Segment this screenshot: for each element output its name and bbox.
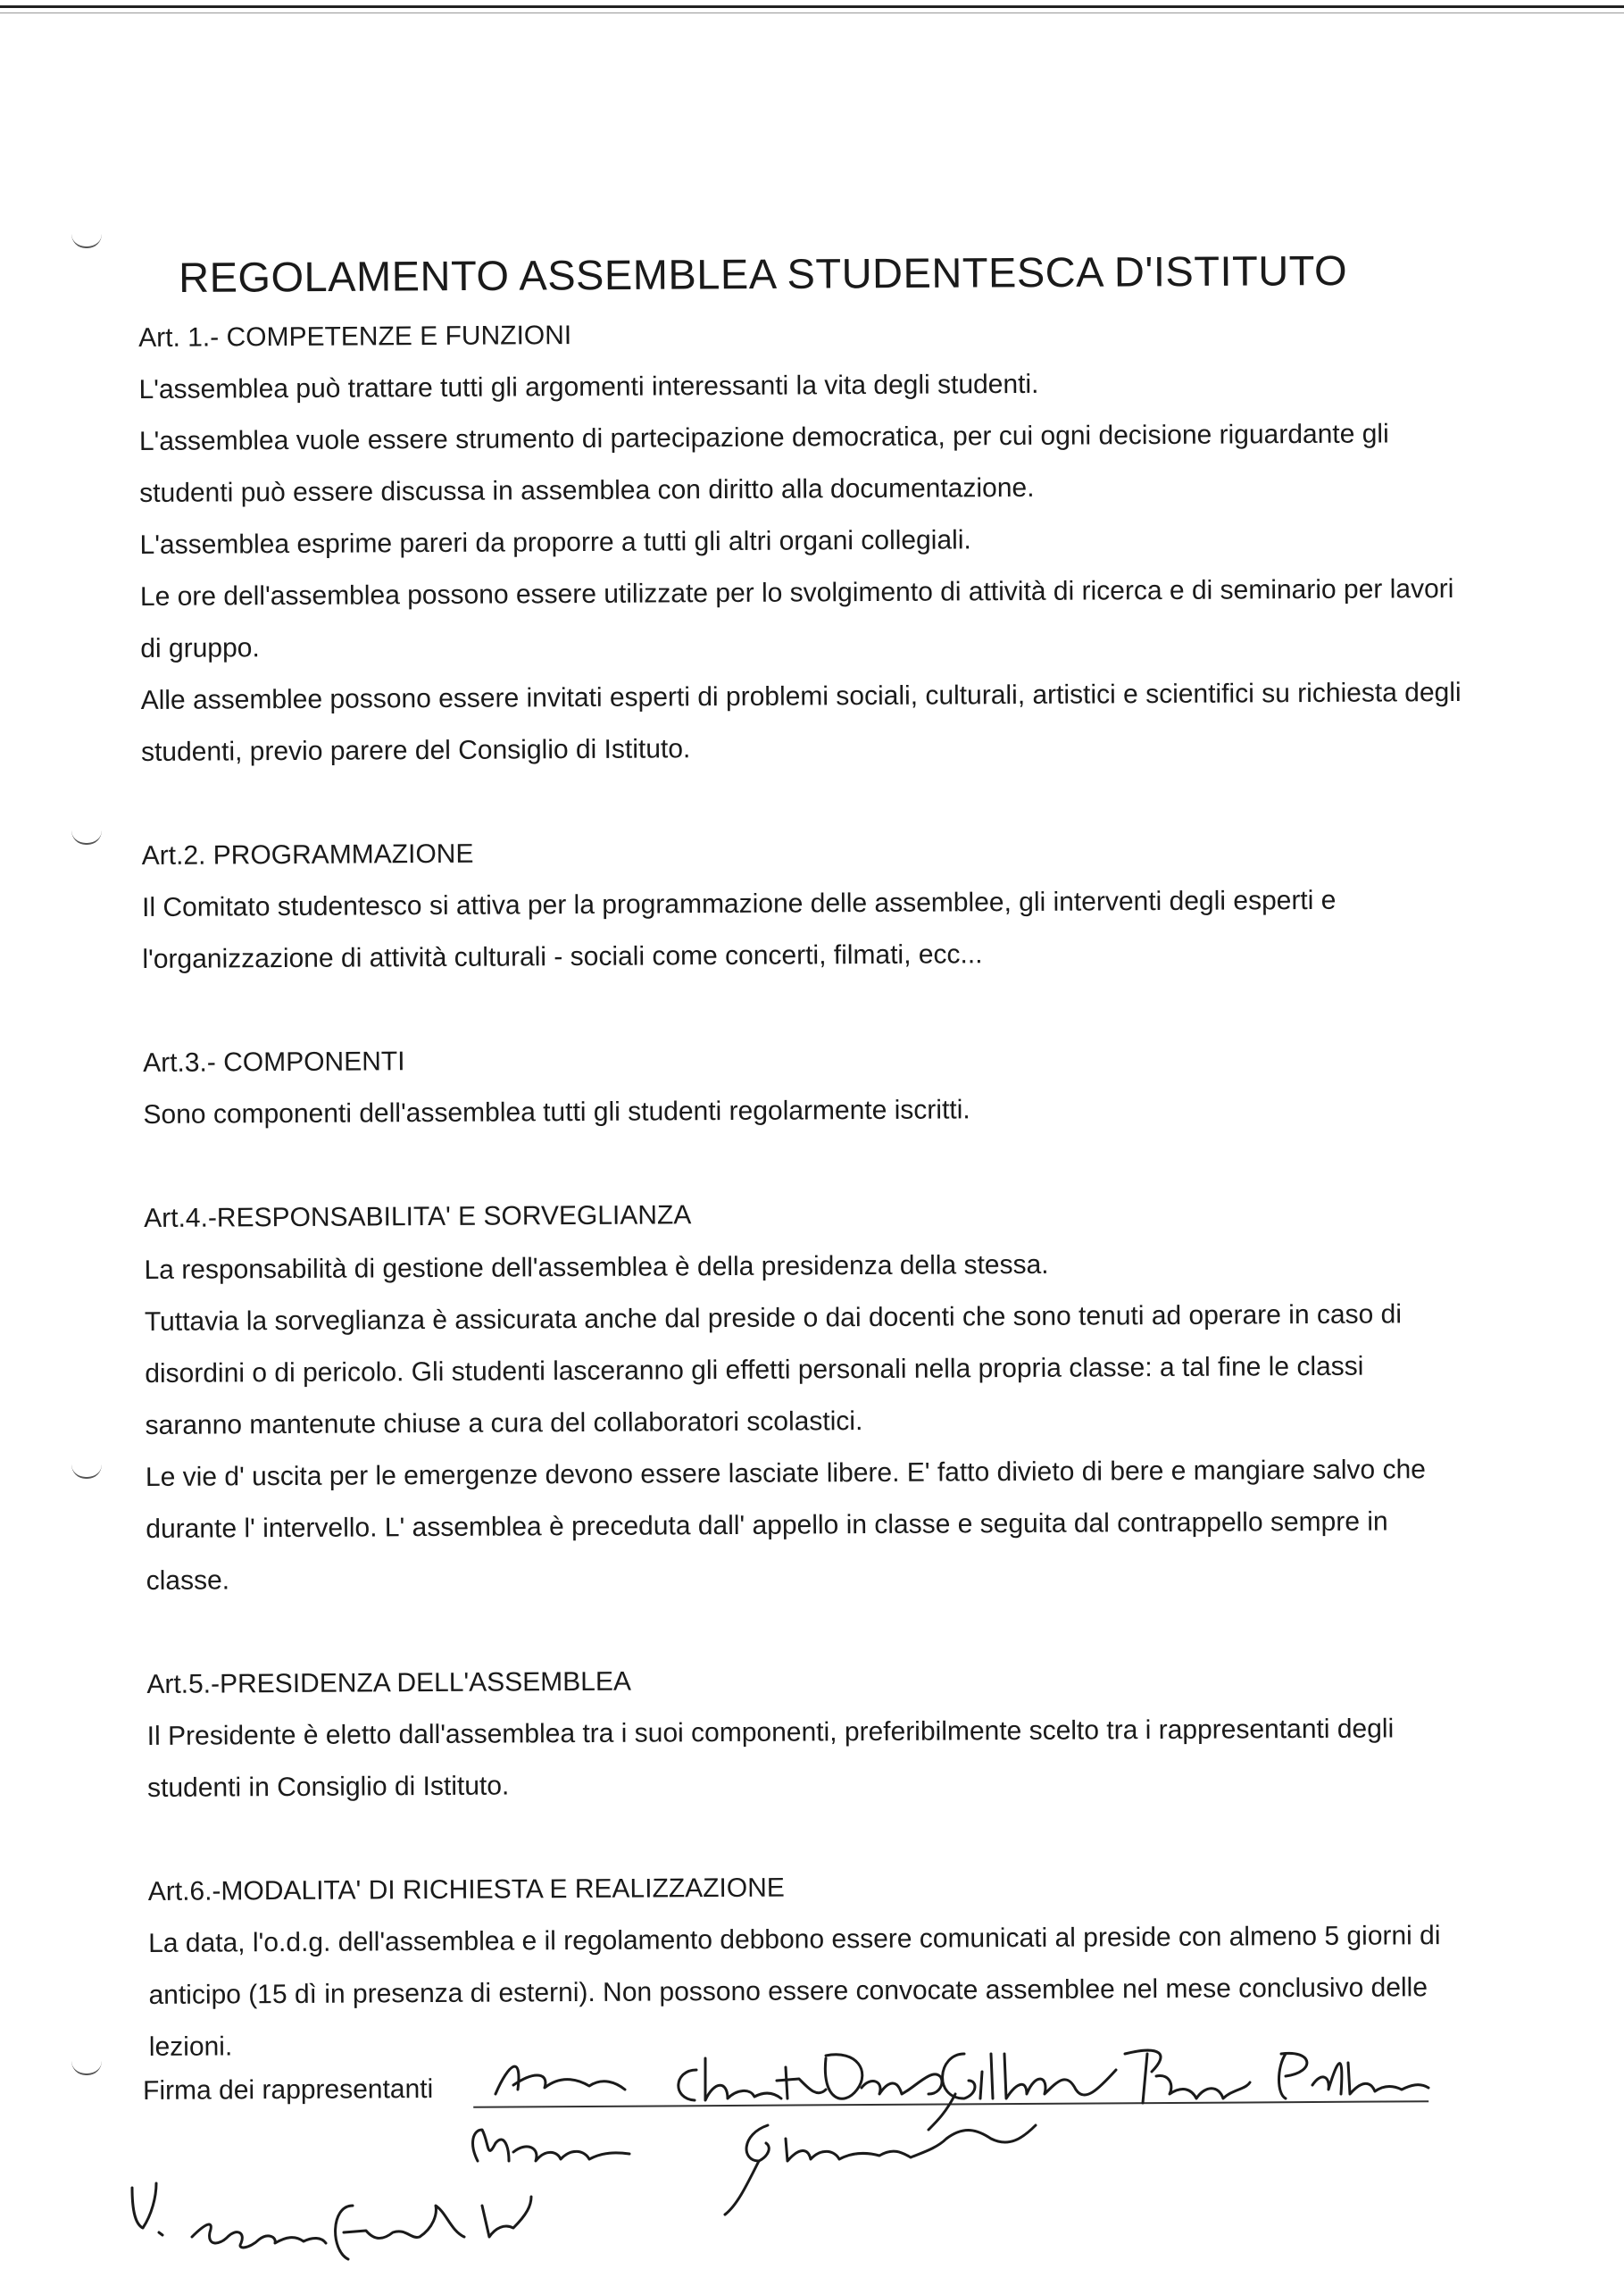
article-1 (138, 305, 1462, 779)
binder-hole-mark (71, 234, 102, 248)
article-heading: Art.5.-PRESIDENZA DELL'ASSEMBLEA (146, 1666, 632, 1699)
articles-body (138, 305, 1470, 2125)
article-6 (148, 1858, 1470, 2073)
article-4 (144, 1185, 1468, 1607)
article-paragraph: L'assemblea esprime pareri da proporre a tutti gli altri organi collegiali. (139, 525, 971, 560)
article-3 (143, 1030, 1465, 1141)
article-heading: Art.3.- COMPONENTI (143, 1047, 405, 1078)
binder-hole-mark (71, 2061, 102, 2075)
article-paragraph: Alle assemblee possono essere invitati esperti di problemi sociali, culturali, artistici e scientifici su richiesta degli studenti, previo parere del Consiglio di Istituto. (140, 677, 1462, 767)
top-edge-rule (0, 5, 1624, 8)
article-heading: Art.6.-MODALITA' DI RICHIESTA E REALIZZAZIONE (147, 1873, 785, 1906)
signature-lorenzo-ascoldi (132, 2183, 531, 2259)
document-title: REGOLAMENTO ASSEMBLEA STUDENTESCA D'ISTITUTO (179, 246, 1348, 302)
signature-label: Firma dei rappresentanti (143, 2074, 434, 2106)
binder-hole-mark (71, 1464, 102, 1479)
article-heading: Art.4.-RESPONSABILITA' E SORVEGLIANZA (144, 1200, 692, 1233)
article-paragraph: L'assemblea vuole essere strumento di partecipazione democratica, per cui ogni decisione riguardante gli studenti può essere discussa in assemblea con diritto alla documentazione. (138, 419, 1389, 508)
article-5 (146, 1651, 1469, 1815)
article-heading: Art.2. PROGRAMMAZIONE (141, 838, 474, 871)
article-paragraph: L'assemblea può trattare tutti gli argomenti interessanti la vita degli studenti. (138, 369, 1039, 405)
article-paragraph: La data, l'o.d.g. dell'assemblea e il regolamento debbono essere comunicati al preside con almeno 5 giorni di anticipo (15 dì in presenza di esterni). Non possono essere convocate assemblee nel mese conclusivo delle lezioni. (148, 1921, 1441, 2062)
article-paragraph: Le vie d' uscita per le emergenze devono essere lasciate libere. E' fatto divieto di bere e mangiare salvo che durante l' intervello. L' assemblea è preceduta dall' appello in classe e seguita dal contrappello sempre in classe. (145, 1455, 1426, 1596)
article-2 (142, 822, 1464, 986)
article-paragraph: Il Comitato studentesco si attiva per la programmazione delle assemblee, gli interventi degli esperti e l'organizzazione di attività culturali - sociali come concerti, filmati, ecc... (141, 885, 1337, 974)
article-paragraph: La responsabilità di gestione dell'assemblea è della presidenza della stessa. (144, 1249, 1049, 1285)
article-heading: Art. 1.- COMPETENZE E FUNZIONI (138, 321, 572, 353)
article-paragraph: Le ore dell'assemblea possono essere utilizzate per lo svolgimento di attività di ricerca e di seminario per lavori di gruppo. (139, 574, 1454, 663)
article-paragraph: Il Presidente è eletto dall'assemblea tra i suoi componenti, preferibilmente scelto tra i rappresentanti degli studenti in Consiglio di Istituto. (146, 1714, 1395, 1803)
article-paragraph: Sono componenti dell'assemblea tutti gli studenti regolarmente iscritti. (143, 1095, 970, 1130)
binder-hole-mark (71, 830, 102, 845)
article-paragraph: Tuttavia la sorveglianza è assicurata anche dal preside o dai docenti che sono tenuti ad operare in caso di disordini o di pericolo. Gli studenti lasceranno gli effetti personali nella propria classe: a tal fine le classi saranno mantenute chiuse a cura del collaboratori scolastici. (144, 1299, 1403, 1440)
